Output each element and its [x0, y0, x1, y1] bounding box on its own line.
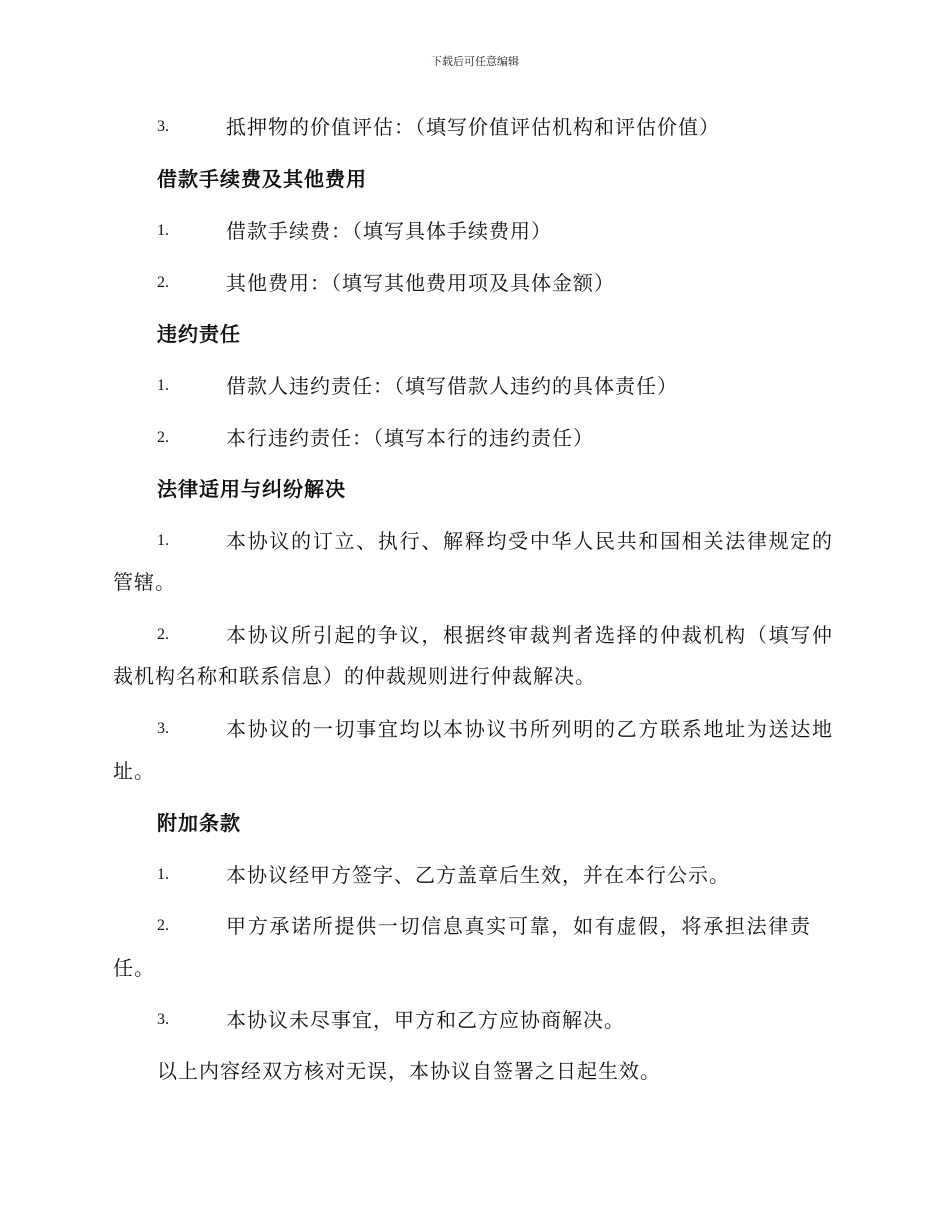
item-number: 2. [157, 626, 169, 643]
item-text-line2: 裁机构名称和联系信息）的仲裁规则进行仲裁解决。 [113, 664, 596, 688]
item-text: 抵押物的价值评估：（填写价值评估机构和评估价值） [226, 115, 720, 139]
item-number: 2. [157, 429, 169, 446]
section-heading-fees: 借款手续费及其他费用 [157, 167, 367, 191]
item-text-line1: 本协议的订立、执行、解释均受中华人民共和国相关法律规定的 [226, 529, 832, 553]
item-text-line1: 本协议所引起的争议，根据终审裁判者选择的仲裁机构（填写仲 [226, 623, 832, 647]
item-number: 3. [157, 118, 169, 135]
item-number: 3. [157, 720, 169, 737]
item-text: 借款人违约责任：（填写借款人违约的具体责任） [226, 374, 678, 398]
item-text-line2: 址。 [113, 759, 155, 783]
item-number: 1. [157, 222, 169, 239]
item-text-line2: 任。 [113, 956, 155, 980]
section-heading-additional: 附加条款 [157, 811, 241, 835]
closing-paragraph: 以上内容经双方核对无误，本协议自签署之日起生效。 [157, 1059, 661, 1083]
item-number: 2. [157, 274, 169, 291]
item-text-line1: 甲方承诺所提供一切信息真实可靠，如有虚假，将承担法律责 [226, 914, 810, 938]
item-text: 本协议未尽事宜，甲方和乙方应协商解决。 [226, 1008, 625, 1032]
item-text: 其他费用：（填写其他费用项及具体金额） [226, 271, 615, 295]
item-text-line1: 本协议的一切事宜均以本协议书所列明的乙方联系地址为送达地 [226, 717, 832, 741]
item-number: 2. [157, 917, 169, 934]
section-heading-liability: 违约责任 [157, 322, 241, 346]
item-text: 本行违约责任：（填写本行的违约责任） [226, 426, 594, 450]
item-text: 本协议经甲方签字、乙方盖章后生效，并在本行公示。 [226, 863, 730, 887]
item-text: 借款手续费：（填写具体手续费用） [226, 219, 552, 243]
item-number: 1. [157, 532, 169, 549]
item-number: 3. [157, 1011, 169, 1028]
header-note: 下载后可任意编辑 [431, 55, 519, 68]
item-number: 1. [157, 866, 169, 883]
item-number: 1. [157, 377, 169, 394]
item-text-line2: 管辖。 [113, 570, 176, 594]
section-heading-law: 法律适用与纠纷解决 [157, 477, 346, 501]
